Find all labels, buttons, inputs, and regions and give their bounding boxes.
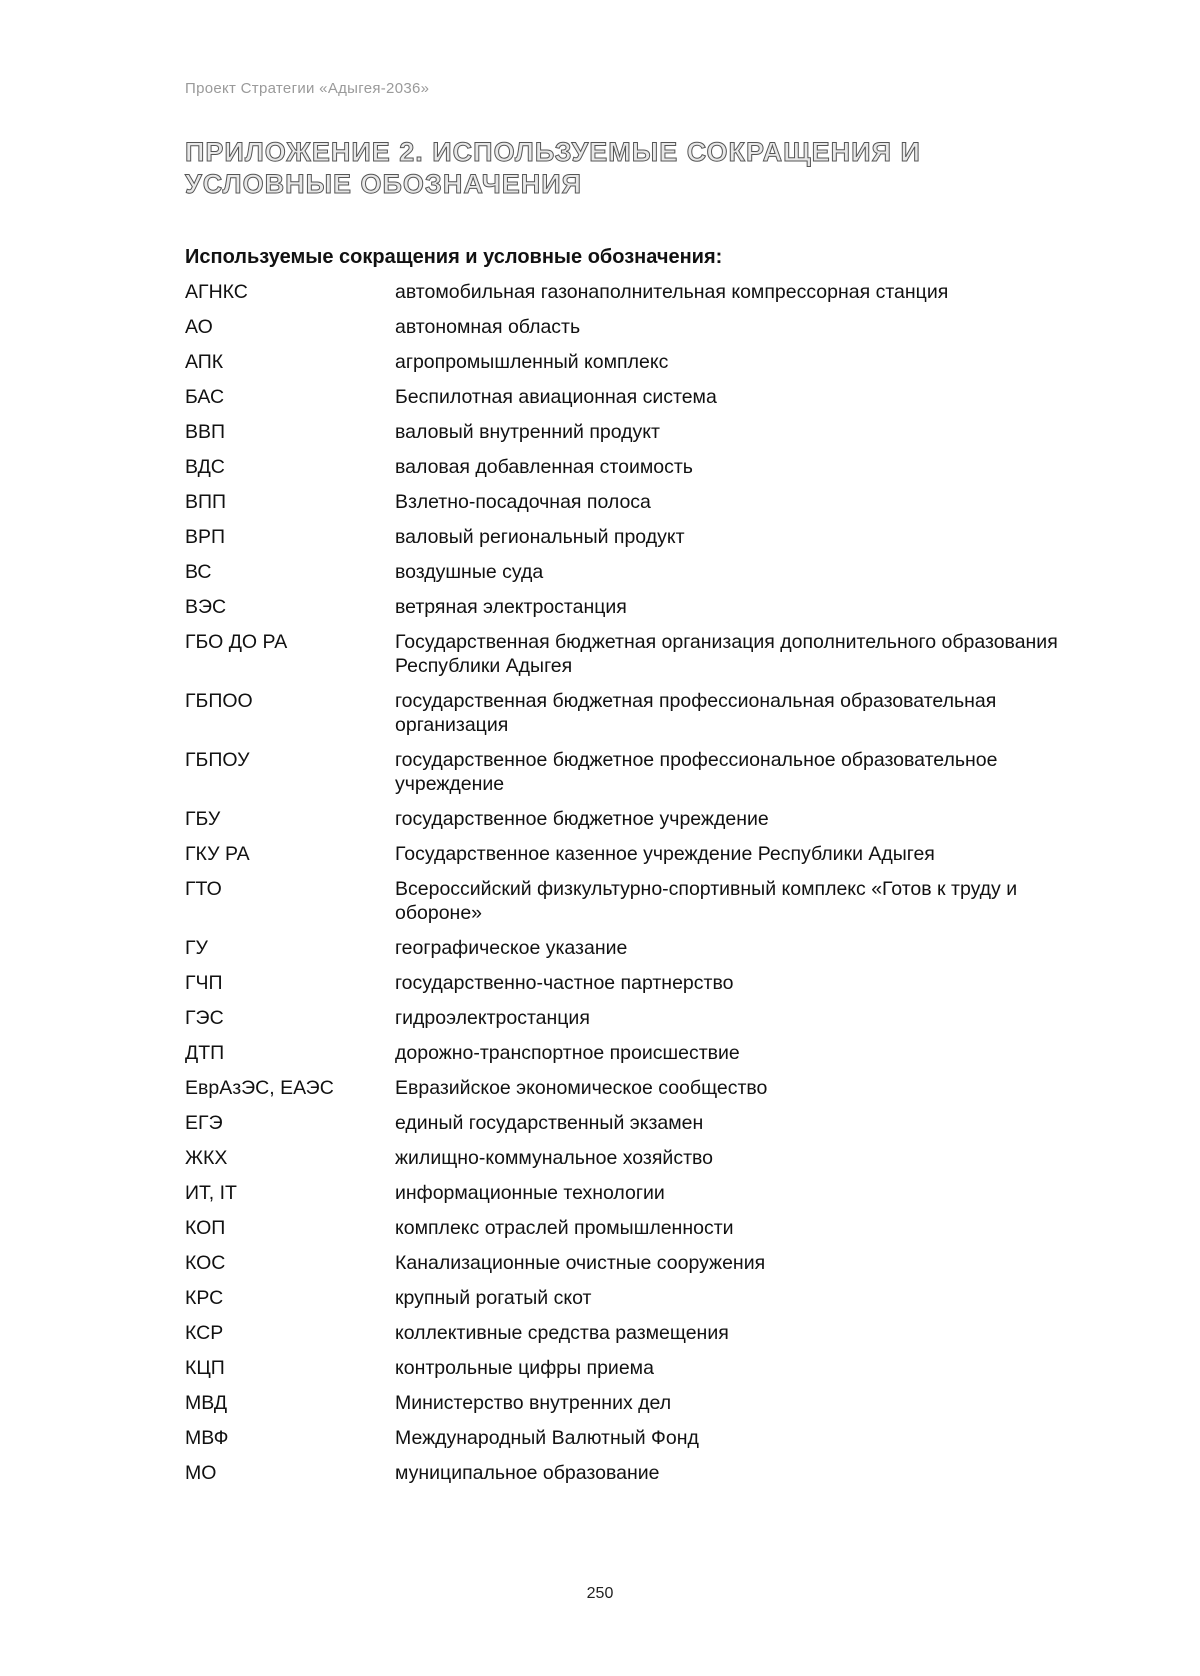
abbreviation-term: АО (185, 316, 213, 338)
abbreviation-definition: Всероссийский физкультурно-спортивный комплекс «Готов к труду и обороне» (395, 878, 1018, 924)
abbreviation-row (185, 630, 1085, 689)
abbreviation-definition: коллективные средства размещения (395, 1322, 729, 1344)
abbreviation-definition: автомобильная газонаполнительная компрессорная станция (395, 281, 949, 303)
abbreviation-term: ЕГЭ (185, 1112, 223, 1134)
abbreviation-definition: государственно-частное партнерство (395, 972, 734, 994)
abbreviation-definition: государственное бюджетное профессиональное образовательное учреждение (395, 749, 998, 795)
abbreviation-term: КЦП (185, 1357, 225, 1379)
abbreviation-row (185, 1426, 1085, 1461)
abbreviation-definition: валовая добавленная стоимость (395, 456, 693, 478)
abbreviation-definition: жилищно-коммунальное хозяйство (395, 1147, 713, 1169)
abbreviation-term: МО (185, 1462, 217, 1484)
abbreviation-definition: контрольные цифры приема (395, 1357, 654, 1379)
abbreviation-term: ГТО (185, 878, 222, 900)
abbreviation-list (185, 280, 1085, 1496)
abbreviation-row (185, 1216, 1085, 1251)
abbreviation-row (185, 1111, 1085, 1146)
abbreviation-term: ГБУ (185, 808, 221, 830)
abbreviation-definition: Государственная бюджетная организация дополнительного образования Республики Адыгея (395, 631, 1058, 677)
abbreviation-row (185, 1181, 1085, 1216)
abbreviation-term: ВРП (185, 526, 226, 548)
abbreviation-term: ГБПОО (185, 690, 253, 712)
abbreviation-term: ГУ (185, 937, 208, 959)
abbreviation-row (185, 1146, 1085, 1181)
abbreviation-row (185, 842, 1085, 877)
abbreviation-row (185, 877, 1085, 936)
abbreviation-row (185, 971, 1085, 1006)
abbreviation-definition: воздушные суда (395, 561, 544, 583)
abbreviation-definition: Министерство внутренних дел (395, 1392, 672, 1414)
abbreviation-definition: единый государственный экзамен (395, 1112, 704, 1134)
abbreviation-row (185, 1461, 1085, 1496)
abbreviation-definition: ветряная электростанция (395, 596, 627, 618)
abbreviation-term: ВЭС (185, 596, 227, 618)
abbreviation-definition: гидроэлектростанция (395, 1007, 590, 1029)
abbreviation-term: ВВП (185, 421, 226, 443)
abbreviation-row (185, 420, 1085, 455)
abbreviation-term: КОП (185, 1217, 226, 1239)
abbreviation-term: ВДС (185, 456, 225, 478)
abbreviation-row (185, 560, 1085, 595)
abbreviation-term: АГНКС (185, 281, 248, 303)
abbreviation-definition: дорожно-транспортное происшествие (395, 1042, 740, 1064)
abbreviation-row (185, 1041, 1085, 1076)
abbreviation-definition: валовый региональный продукт (395, 526, 685, 548)
abbreviation-row (185, 689, 1085, 748)
abbreviation-term: МВД (185, 1392, 228, 1414)
abbreviation-term: БАС (185, 386, 225, 408)
abbreviation-row (185, 350, 1085, 385)
abbreviation-term: ГБО ДО РА (185, 631, 288, 653)
abbreviation-row (185, 595, 1085, 630)
abbreviation-term: КСР (185, 1322, 224, 1344)
abbreviation-row (185, 525, 1085, 560)
abbreviation-definition: муниципальное образование (395, 1462, 660, 1484)
abbreviation-definition: крупный рогатый скот (395, 1287, 592, 1309)
abbreviation-row (185, 1356, 1085, 1391)
abbreviation-row (185, 1391, 1085, 1426)
abbreviation-row (185, 280, 1085, 315)
abbreviation-definition: Взлетно-посадочная полоса (395, 491, 651, 513)
abbreviation-term: ИТ, IT (185, 1182, 237, 1204)
abbreviation-definition: Евразийское экономическое сообщество (395, 1077, 768, 1099)
abbreviation-row (185, 1251, 1085, 1286)
abbreviation-row (185, 1076, 1085, 1111)
abbreviation-definition: валовый внутренний продукт (395, 421, 660, 443)
abbreviation-row (185, 490, 1085, 525)
abbreviation-definition: Канализационные очистные сооружения (395, 1252, 766, 1274)
running-header: Проект Стратегии «Адыгея-2036» (185, 80, 430, 97)
abbreviation-row (185, 1006, 1085, 1041)
abbreviation-row (185, 1286, 1085, 1321)
abbreviation-row (185, 455, 1085, 490)
abbreviation-row (185, 807, 1085, 842)
abbreviation-term: ВПП (185, 491, 227, 513)
abbreviation-term: ГКУ РА (185, 843, 250, 865)
abbreviation-term: ГЧП (185, 972, 223, 994)
abbreviation-row (185, 315, 1085, 350)
abbreviation-definition: государственная бюджетная профессиональная образовательная организация (395, 690, 997, 736)
abbreviation-definition: Государственное казенное учреждение Республики Адыгея (395, 843, 935, 865)
abbreviation-term: ЖКХ (185, 1147, 228, 1169)
abbreviation-definition: информационные технологии (395, 1182, 665, 1204)
abbreviation-definition: агропромышленный комплекс (395, 351, 669, 373)
abbreviation-definition: географическое указание (395, 937, 628, 959)
abbreviation-term: ГБПОУ (185, 749, 250, 771)
abbreviation-term: АПК (185, 351, 224, 373)
abbreviation-term: ГЭС (185, 1007, 224, 1029)
appendix-title: ПРИЛОЖЕНИЕ 2. ИСПОЛЬЗУЕМЫЕ СОКРАЩЕНИЯ И УСЛОВНЫЕ ОБОЗНАЧЕНИЯ (185, 137, 921, 199)
abbreviation-term: КРС (185, 1287, 224, 1309)
abbreviation-row (185, 1321, 1085, 1356)
page-number: 250 (586, 1585, 614, 1602)
abbreviation-definition: комплекс отраслей промышленности (395, 1217, 734, 1239)
abbreviation-term: ВС (185, 561, 212, 583)
abbreviation-definition: Международный Валютный Фонд (395, 1427, 699, 1449)
abbreviation-term: ЕврАзЭС, ЕАЭС (185, 1077, 334, 1099)
abbreviation-definition: автономная область (395, 316, 581, 338)
abbreviation-term: ДТП (185, 1042, 225, 1064)
abbreviation-row (185, 748, 1085, 807)
abbreviation-definition: Беспилотная авиационная система (395, 386, 717, 408)
abbreviation-row (185, 936, 1085, 971)
abbreviation-term: МВФ (185, 1427, 229, 1449)
abbreviation-row (185, 385, 1085, 420)
section-heading: Используемые сокращения и условные обозначения: (185, 246, 723, 268)
abbreviation-definition: государственное бюджетное учреждение (395, 808, 769, 830)
abbreviation-term: КОС (185, 1252, 226, 1274)
